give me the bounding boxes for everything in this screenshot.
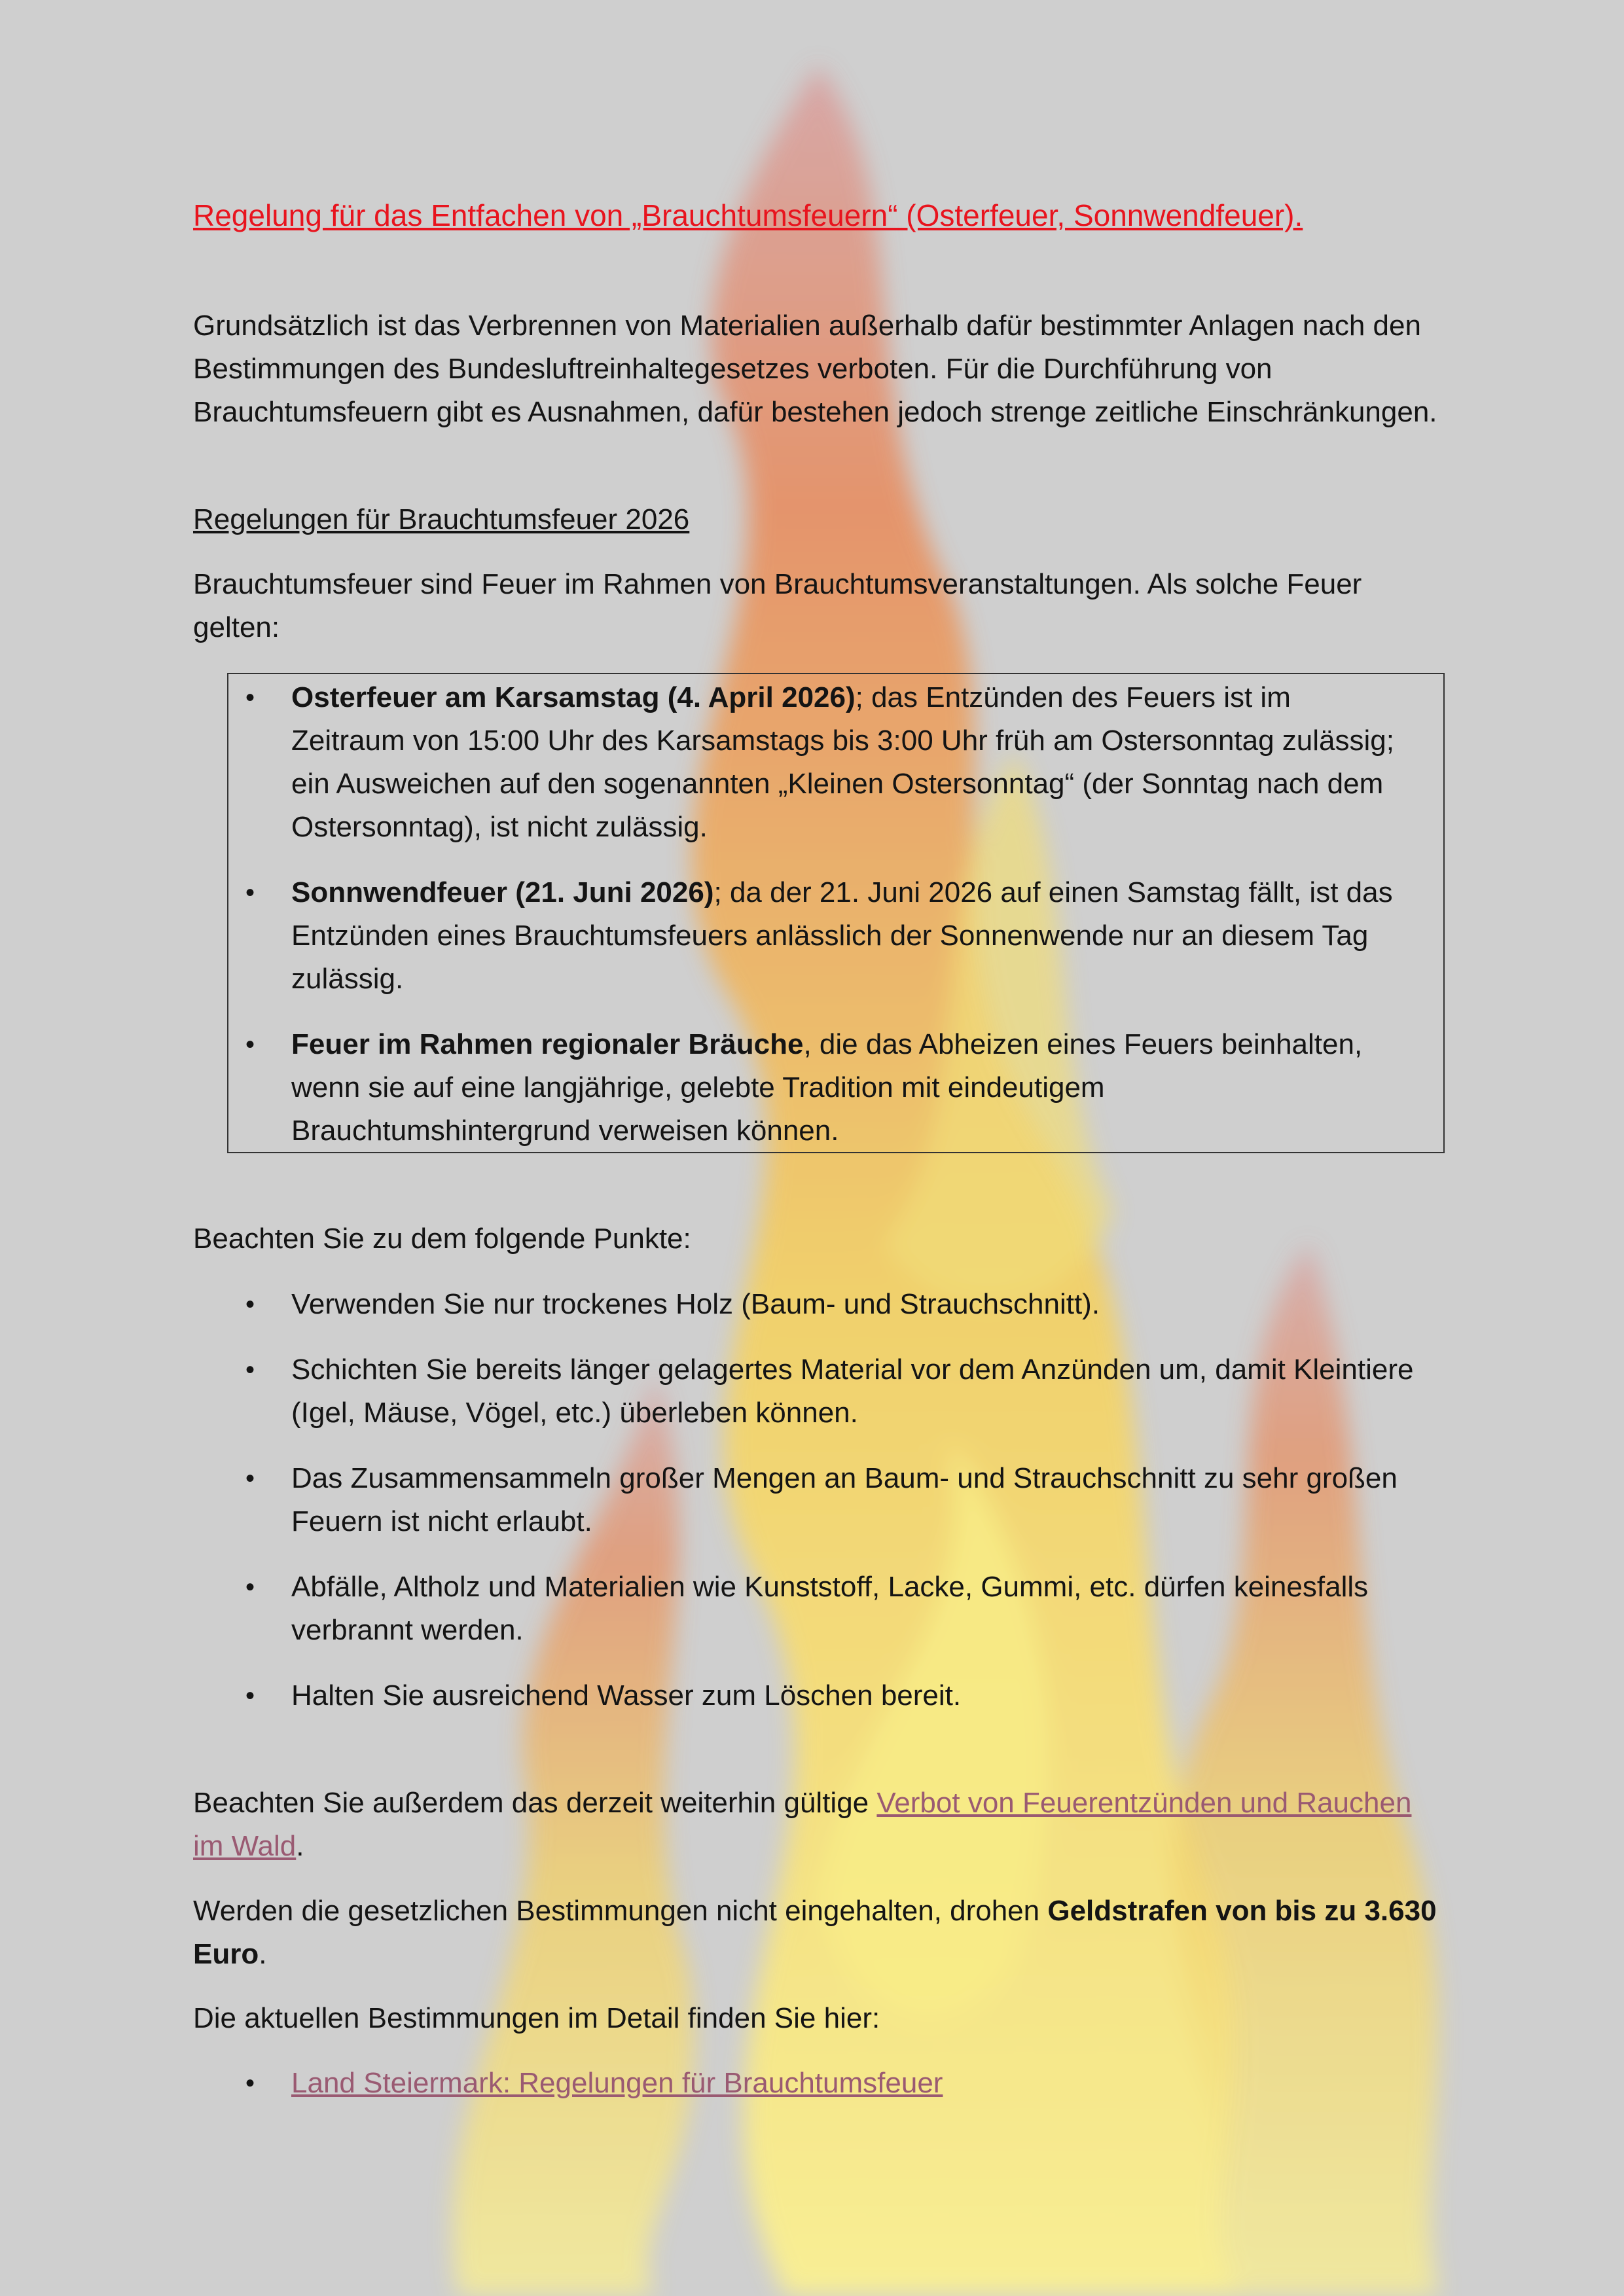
list-item	[193, 1348, 1450, 1435]
fire-type-description: ; da der 21. Juni 2026 auf einen Samstag fällt, ist das Entzünden eines Brauchtumsfeuers anlässlich der Sonnenwende nur an diesem Tag zulässig.	[291, 876, 1393, 995]
bullet-icon: •	[245, 1573, 255, 1602]
section-subheading: Regelungen für Brauchtumsfeuer 2026	[193, 503, 690, 535]
note-text: Das Zusammensammeln großer Mengen an Baum- und Strauchschnitt zu sehr großen Feuern ist nicht erlaubt.	[291, 1462, 1398, 1537]
list-item	[193, 1023, 1437, 1153]
note-text: Verwenden Sie nur trockenes Holz (Baum- und Strauchschnitt).	[291, 1288, 1100, 1320]
notes-list	[193, 1283, 1450, 1717]
bullet-icon: •	[245, 2069, 255, 2098]
bullet-icon: •	[245, 1290, 255, 1319]
list-item	[193, 1674, 1450, 1717]
fire-type-description: , die das Abheizen eines Feuers beinhalten, wenn sie auf eine langjährige, gelebte Tradition mit eindeutigem Brauchtumshintergrund verweisen können.	[291, 1028, 1363, 1147]
list-item	[193, 2062, 1450, 2105]
note-text: Schichten Sie bereits länger gelagertes Material vor dem Anzünden um, damit Kleintiere (Igel, Mäuse, Vögel, etc.) überleben können.	[291, 1354, 1414, 1429]
list-item	[193, 871, 1437, 1001]
penalty-amount: Geldstrafen von bis zu 3.630 Euro	[193, 1895, 1437, 1970]
fire-type-name: Sonnwendfeuer (21. Juni 2026)	[291, 876, 714, 908]
fire-types-list	[193, 676, 1437, 1153]
page-title: Regelung für das Entfachen von „Brauchtumsfeuern“ (Osterfeuer, Sonnwendfeuer).	[193, 198, 1303, 232]
intro-paragraph: Grundsätzlich ist das Verbrennen von Materialien außerhalb dafür bestimmter Anlagen nach den Bestimmungen des Bundesluftreinhaltegesetzes verboten. Für die Durchführung von Brauchtumsfeuern gibt es Ausnahmen, dafür bestehen jedoch strenge zeitliche Einschränkungen.	[193, 310, 1437, 428]
bullet-icon: •	[245, 683, 255, 712]
list-item	[193, 1283, 1450, 1326]
land-steiermark-link[interactable]: Land Steiermark: Regelungen für Brauchtumsfeuer	[291, 2067, 943, 2099]
details-list	[193, 2062, 1450, 2105]
fire-type-name: Feuer im Rahmen regionaler Bräuche	[291, 1028, 804, 1060]
list-item	[193, 1566, 1450, 1652]
bullet-icon: •	[245, 1681, 255, 1710]
details-intro: Die aktuellen Bestimmungen im Detail finden Sie hier:	[193, 2002, 880, 2034]
list-item	[193, 1457, 1450, 1543]
bullet-icon: •	[245, 1464, 255, 1493]
note-text: Halten Sie ausreichend Wasser zum Löschen bereit.	[291, 1679, 962, 1712]
forest-ban-paragraph: Beachten Sie außerdem das derzeit weiterhin gültige Verbot von Feuerentzünden und Rauchen im Wald.	[193, 1787, 1412, 1862]
definition-paragraph: Brauchtumsfeuer sind Feuer im Rahmen von Brauchtumsveranstaltungen. Als solche Feuer gelten:	[193, 568, 1362, 643]
bullet-icon: •	[245, 1030, 255, 1059]
notes-heading: Beachten Sie zu dem folgende Punkte:	[193, 1223, 691, 1255]
bullet-icon: •	[245, 1355, 255, 1384]
list-item	[193, 676, 1437, 849]
note-text: Abfälle, Altholz und Materialien wie Kunststoff, Lacke, Gummi, etc. dürfen keinesfalls verbrannt werden.	[291, 1571, 1369, 1646]
fire-type-description: ; das Entzünden des Feuers ist im Zeitraum von 15:00 Uhr des Karsamstags bis 3:00 Uhr früh am Ostersonntag zulässig; ein Ausweichen auf den sogenannten „Kleinen Ostersonntag“ (der Sonntag nach dem Ostersonntag), ist nicht zulässig.	[291, 681, 1394, 843]
forest-ban-link[interactable]: Verbot von Feuerentzünden und Rauchen im Wald	[193, 1787, 1412, 1862]
bullet-icon: •	[245, 878, 255, 907]
fire-type-name: Osterfeuer am Karsamstag (4. April 2026)	[291, 681, 856, 713]
penalty-paragraph: Werden die gesetzlichen Bestimmungen nicht eingehalten, drohen Geldstrafen von bis zu 3.630 Euro.	[193, 1895, 1437, 1970]
